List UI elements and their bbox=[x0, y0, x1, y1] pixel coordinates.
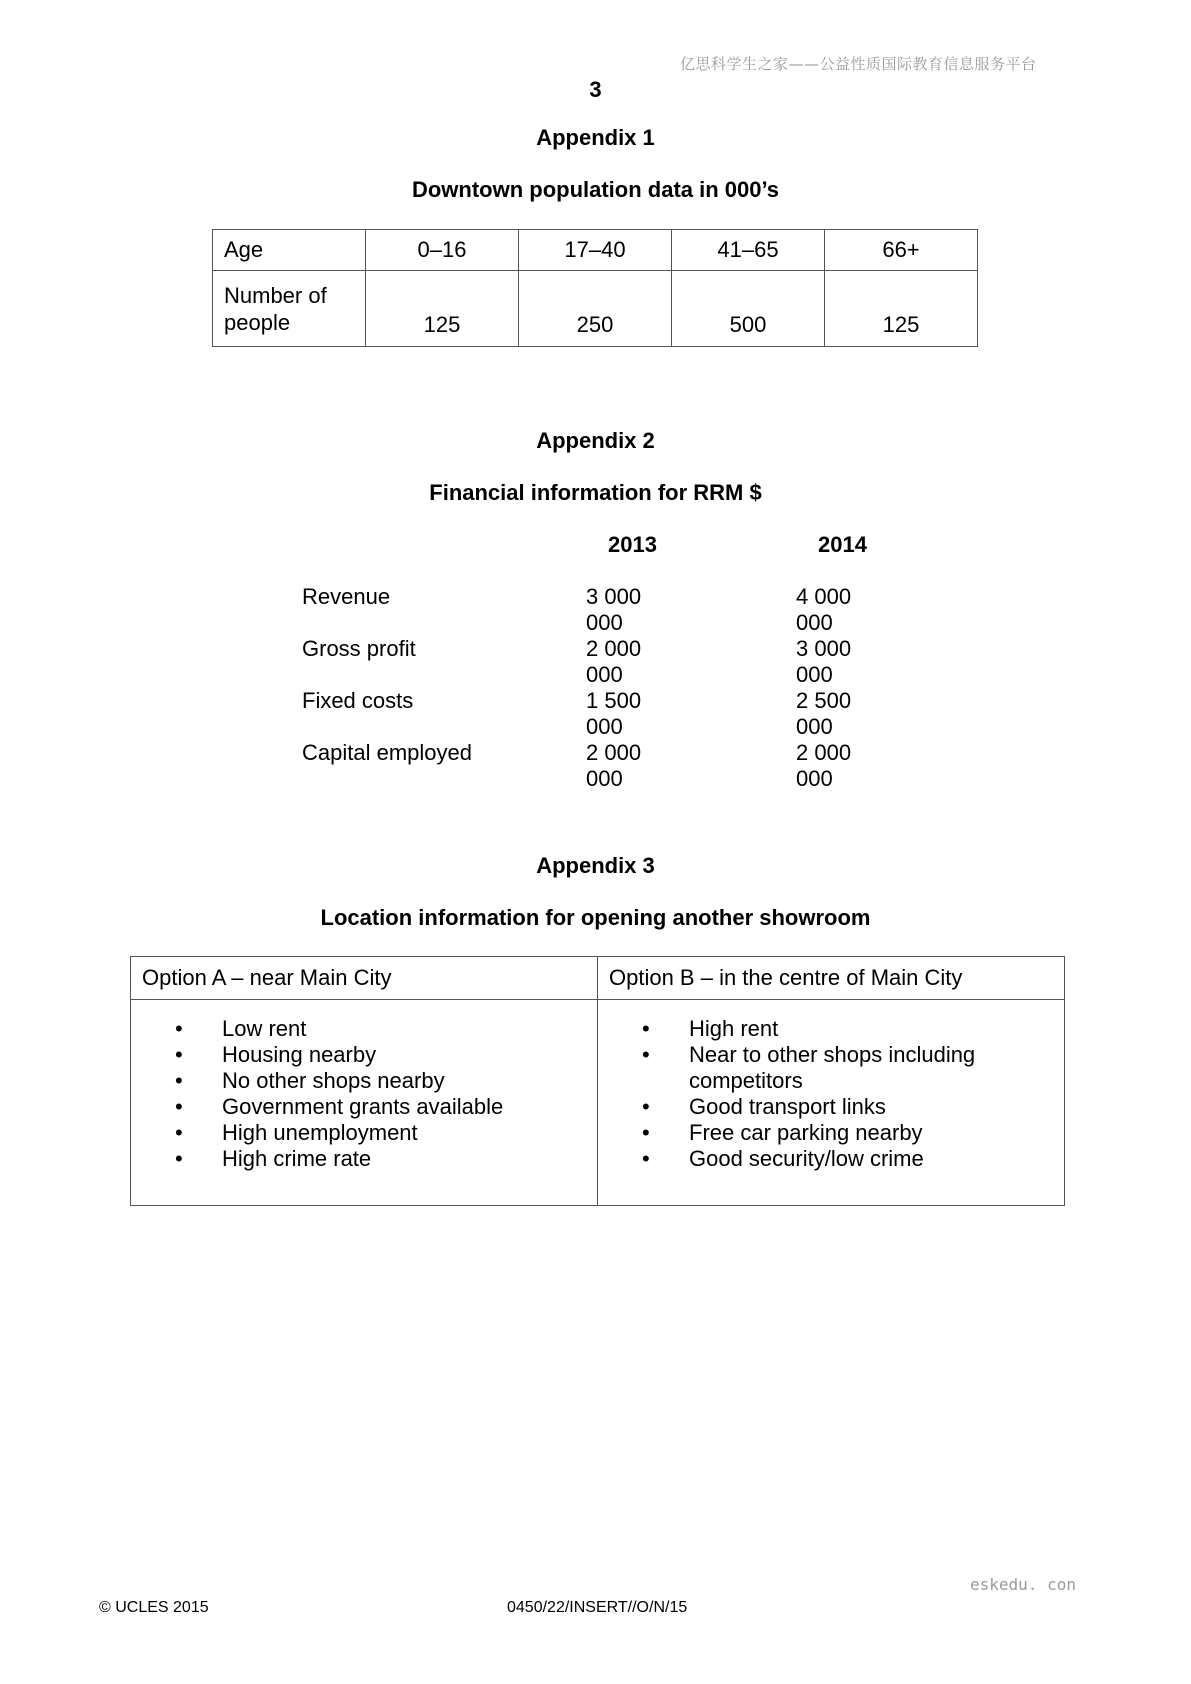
point-text: Housing nearby bbox=[222, 1042, 377, 1067]
header-watermark: 亿思科学生之家——公益性质国际教育信息服务平台 bbox=[680, 55, 1037, 73]
age-group-cell: 66+ bbox=[825, 230, 978, 271]
population-table bbox=[212, 229, 978, 347]
appendix1-title: Appendix 1 bbox=[536, 125, 655, 150]
bullet-icon: • bbox=[642, 1016, 650, 1041]
bullet-icon: • bbox=[175, 1068, 183, 1093]
appendix3-title: Appendix 3 bbox=[536, 853, 655, 878]
age-label: Age bbox=[213, 230, 366, 271]
table-row bbox=[131, 1000, 1065, 1206]
count-cell: 125 bbox=[825, 271, 978, 347]
year-header-2014: 2014 bbox=[818, 532, 867, 557]
appendix1-subtitle: Downtown population data in 000’s bbox=[411, 177, 780, 202]
point-text: Good security/low crime bbox=[689, 1146, 924, 1171]
bullet-icon: • bbox=[175, 1120, 183, 1145]
page-number: 3 bbox=[589, 77, 602, 102]
bullet-icon: • bbox=[175, 1094, 183, 1119]
list-item bbox=[131, 1068, 597, 1094]
fin-value-2014: 2 500 000 bbox=[796, 688, 852, 739]
fin-value-2013: 1 500 000 bbox=[586, 688, 642, 739]
option-b-points bbox=[598, 1000, 1065, 1206]
fin-value-2013: 3 000 000 bbox=[586, 584, 642, 635]
table-row bbox=[213, 271, 978, 347]
point-text: Near to other shops including bbox=[689, 1042, 976, 1067]
list-item bbox=[598, 1042, 1064, 1068]
fin-value-2014: 4 000 000 bbox=[796, 584, 852, 635]
fin-value-2014: 2 000 000 bbox=[796, 740, 852, 791]
bullet-icon: • bbox=[175, 1146, 183, 1171]
age-group-cell: 41–65 bbox=[672, 230, 825, 271]
appendix3-subtitle: Location information for opening another showroom bbox=[320, 905, 871, 930]
fin-value-2013: 2 000 000 bbox=[586, 740, 642, 791]
option-b-heading: Option B – in the centre of Main City bbox=[598, 957, 1065, 1000]
list-item bbox=[598, 1094, 1064, 1120]
list-item bbox=[598, 1016, 1064, 1042]
bullet-icon: • bbox=[642, 1094, 650, 1119]
list-item bbox=[131, 1120, 597, 1146]
point-text: Government grants available bbox=[222, 1094, 504, 1119]
bullet-icon: • bbox=[642, 1042, 650, 1067]
document-code: 0450/22/INSERT//O/N/15 bbox=[507, 1599, 688, 1616]
point-text: Free car parking nearby bbox=[689, 1120, 923, 1145]
location-table bbox=[130, 956, 1065, 1206]
option-a-points bbox=[131, 1000, 598, 1206]
label-line: people bbox=[224, 309, 291, 335]
point-text: Good transport links bbox=[689, 1094, 886, 1119]
age-group-cell: 0–16 bbox=[366, 230, 519, 271]
point-text: High crime rate bbox=[222, 1146, 372, 1171]
list-item bbox=[131, 1016, 597, 1042]
bullet-icon: • bbox=[175, 1042, 183, 1067]
bullet-icon: • bbox=[642, 1146, 650, 1171]
list-item bbox=[131, 1094, 597, 1120]
fin-value-2013: 2 000 000 bbox=[586, 636, 642, 687]
bullet-icon: • bbox=[175, 1016, 183, 1041]
point-text: Low rent bbox=[222, 1016, 307, 1041]
appendix2-subtitle: Financial information for RRM $ bbox=[429, 480, 762, 505]
point-text: High rent bbox=[689, 1016, 779, 1041]
fin-row-label: Gross profit bbox=[302, 636, 416, 661]
point-text: High unemployment bbox=[222, 1120, 418, 1145]
list-item bbox=[598, 1068, 1064, 1094]
table-row bbox=[213, 230, 978, 271]
count-cell: 500 bbox=[672, 271, 825, 347]
fin-row-label: Fixed costs bbox=[302, 688, 414, 713]
list-item bbox=[598, 1120, 1064, 1146]
year-header-2013: 2013 bbox=[608, 532, 657, 557]
fin-row-label: Revenue bbox=[302, 584, 391, 609]
copyright: © UCLES 2015 bbox=[99, 1599, 209, 1616]
list-item bbox=[131, 1042, 597, 1068]
list-item bbox=[131, 1146, 597, 1172]
count-cell: 125 bbox=[366, 271, 519, 347]
footer-watermark: eskedu. con bbox=[970, 1575, 1076, 1594]
number-of-people-label bbox=[213, 271, 366, 347]
fin-value-2014: 3 000 000 bbox=[796, 636, 852, 687]
label-line: Number of bbox=[224, 282, 327, 308]
option-a-heading: Option A – near Main City bbox=[131, 957, 598, 1000]
count-cell: 250 bbox=[519, 271, 672, 347]
fin-row-label: Capital employed bbox=[302, 740, 472, 765]
age-group-cell: 17–40 bbox=[519, 230, 672, 271]
appendix2-title: Appendix 2 bbox=[536, 428, 655, 453]
point-text: No other shops nearby bbox=[222, 1068, 445, 1093]
bullet-icon: • bbox=[642, 1120, 650, 1145]
point-text: competitors bbox=[689, 1068, 803, 1093]
table-row bbox=[131, 957, 1065, 1000]
list-item bbox=[598, 1146, 1064, 1172]
